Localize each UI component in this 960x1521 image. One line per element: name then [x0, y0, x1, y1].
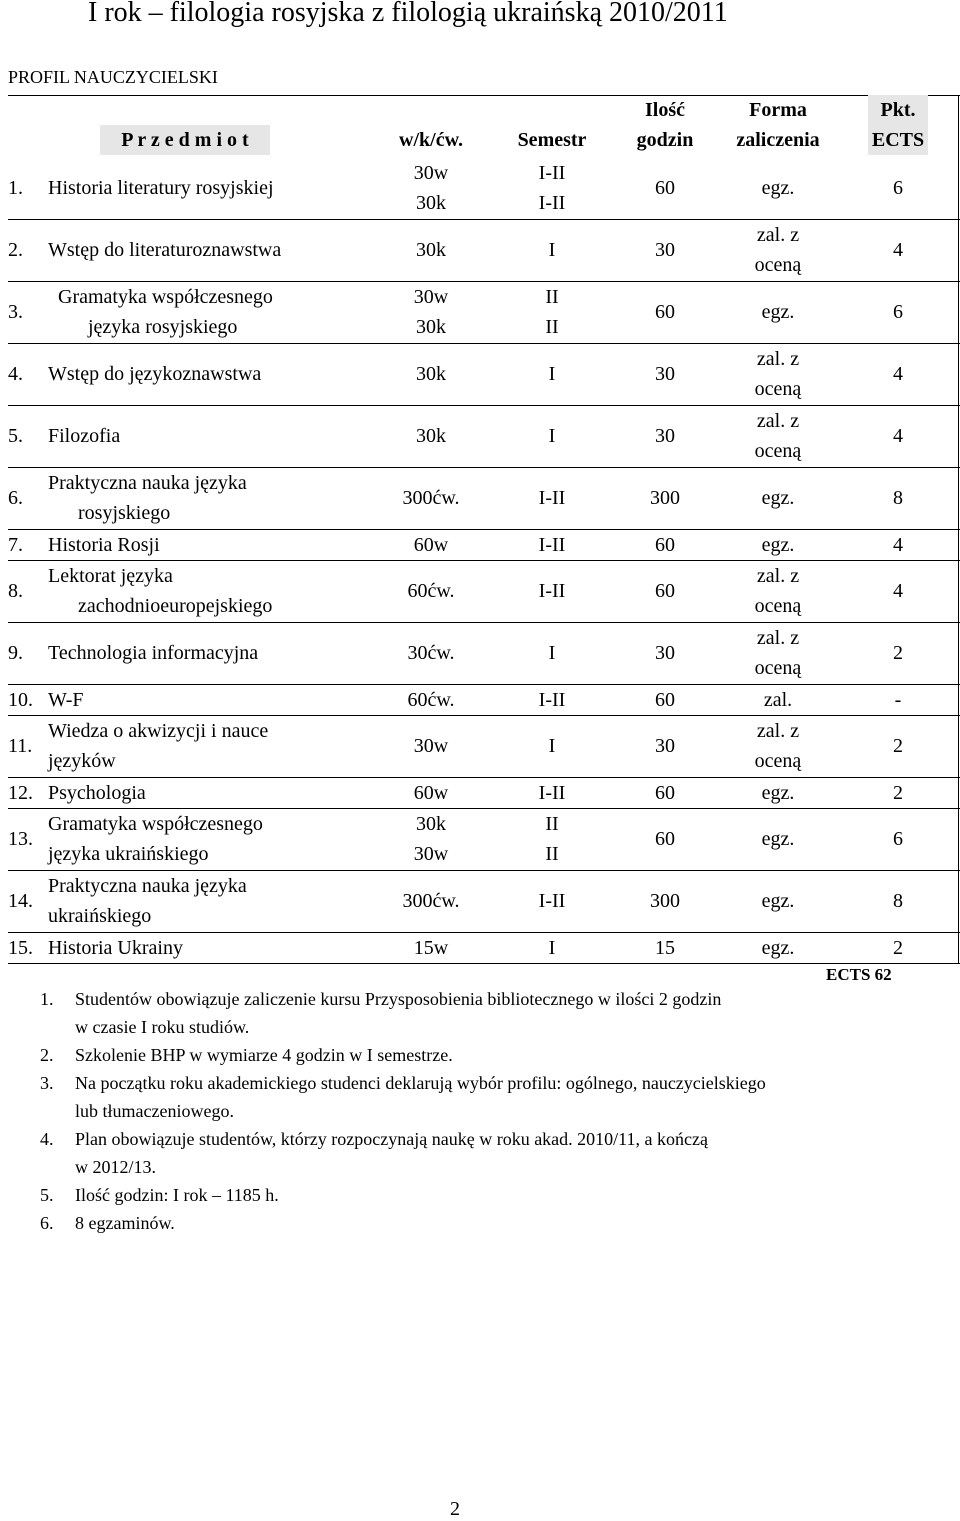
- hours-type: 30k: [416, 316, 446, 338]
- note-item: [40, 1125, 766, 1181]
- semester: II: [545, 813, 559, 835]
- ects-total: ECTS 62: [826, 965, 892, 984]
- assessment-form: zal.: [763, 688, 793, 711]
- semester: I: [548, 363, 556, 385]
- assessment-form: egz.: [761, 936, 795, 959]
- row-number: 11.: [8, 735, 33, 757]
- assessment-form: egz.: [761, 890, 795, 912]
- hours-type: 30w: [413, 735, 449, 757]
- header-semester: Semestr: [517, 129, 587, 151]
- assessment-form: zal. z: [756, 720, 800, 742]
- header-form-2: zaliczenia: [736, 129, 820, 151]
- hours-count: 30: [655, 239, 675, 261]
- ects-points: 4: [893, 239, 903, 261]
- note-text: Na początku roku akademickiego studenci deklarują wybór profilu: ogólnego, nauczycielskiego: [75, 1073, 766, 1093]
- assessment-form: egz.: [761, 533, 795, 556]
- subject-name: Psychologia: [48, 781, 146, 804]
- subject-name: rosyjskiego: [78, 502, 171, 524]
- subject-name: języka ukraińskiego: [48, 843, 209, 865]
- hours-type: 60ćw.: [407, 580, 455, 602]
- subject-name: Technologia informacyjna: [48, 642, 259, 664]
- row-number: 2.: [8, 239, 23, 261]
- subject-name: Wstęp do językoznawstwa: [48, 363, 262, 385]
- subject-name: Wstęp do literaturoznawstwa: [48, 239, 282, 261]
- note-number: 5.: [40, 1185, 54, 1205]
- assessment-form: zal. z: [756, 627, 800, 649]
- hours-count: 30: [655, 735, 675, 757]
- semester: I: [548, 735, 556, 757]
- row-number: 3.: [8, 301, 23, 323]
- ects-points: 8: [893, 487, 903, 509]
- hours-type: 30w: [413, 286, 449, 308]
- subject-name: Praktyczna nauka języka: [48, 472, 247, 494]
- subject-name: Historia Rosji: [48, 533, 160, 556]
- semester: I: [548, 425, 556, 447]
- subject-name: zachodnioeuropejskiego: [78, 595, 273, 617]
- hours-count: 60: [655, 688, 675, 711]
- ects-points: 6: [893, 177, 903, 199]
- subject-name: Filozofia: [48, 425, 121, 447]
- header-ects-1: Pkt.: [868, 95, 928, 125]
- hours-type: 30k: [416, 813, 446, 835]
- ects-points: 2: [893, 936, 903, 959]
- note-text: lub tłumaczeniowego.: [75, 1101, 234, 1121]
- assessment-form: oceną: [754, 595, 802, 617]
- hours-count: 60: [655, 533, 675, 556]
- subject-name: języka rosyjskiego: [88, 316, 238, 338]
- subject-name: Gramatyka współczesnego: [58, 286, 273, 308]
- subject-name: W-F: [48, 688, 84, 711]
- ects-points: 6: [893, 301, 903, 323]
- row-number: 7.: [8, 533, 23, 556]
- hours-type: 60w: [413, 533, 449, 556]
- row-number: 14.: [8, 890, 33, 912]
- header-ects-2: ECTS: [868, 125, 928, 155]
- note-text: Plan obowiązuje studentów, którzy rozpoczynają naukę w roku akad. 2010/11, a kończą: [75, 1129, 708, 1149]
- note-text: Studentów obowiązuje zaliczenie kursu Przysposobienia bibliotecznego w ilości 2 godzin: [75, 989, 722, 1009]
- semester: I-II: [538, 890, 566, 912]
- row-number: 8.: [8, 580, 23, 602]
- assessment-form: egz.: [761, 781, 795, 804]
- hours-type: 60ćw.: [407, 688, 455, 711]
- row-number: 6.: [8, 487, 23, 509]
- semester: II: [545, 286, 559, 308]
- row-divider: [8, 963, 960, 964]
- hours-count: 30: [655, 363, 675, 385]
- note-item: [40, 1069, 766, 1125]
- subject-name: Historia Ukrainy: [48, 936, 183, 959]
- row-number: 5.: [8, 425, 23, 447]
- semester: I-II: [538, 688, 566, 711]
- subject-name: Lektorat języka: [48, 565, 173, 587]
- note-item: [40, 1181, 766, 1209]
- semester: II: [545, 316, 559, 338]
- header-subject: P r z e d m i o t: [100, 125, 270, 155]
- profile-label: PROFIL NAUCZYCIELSKI: [8, 67, 218, 87]
- hours-type: 60w: [413, 781, 449, 804]
- assessment-form: oceną: [754, 750, 802, 772]
- row-number: 12.: [8, 781, 33, 804]
- assessment-form: oceną: [754, 254, 802, 276]
- hours-count: 60: [655, 580, 675, 602]
- assessment-form: zal. z: [756, 410, 800, 432]
- semester: I-II: [538, 580, 566, 602]
- hours-type: 300ćw.: [402, 487, 460, 509]
- ects-points: 2: [893, 781, 903, 804]
- hours-type: 30ćw.: [407, 642, 455, 664]
- ects-points: 2: [893, 642, 903, 664]
- row-number: 1.: [8, 177, 23, 199]
- row-number: 9.: [8, 642, 23, 664]
- page-title: I rok – filologia rosyjska z filologią ukraińską 2010/2011: [88, 0, 728, 28]
- ects-points: 8: [893, 890, 903, 912]
- semester: I-II: [538, 781, 566, 804]
- hours-count: 60: [655, 301, 675, 323]
- note-text: Szkolenie BHP w wymiarze 4 godzin w I semestrze.: [75, 1045, 453, 1065]
- note-text: Ilość godzin: I rok – 1185 h.: [75, 1185, 279, 1205]
- semester: I-II: [538, 192, 566, 214]
- notes-list: [40, 985, 766, 1237]
- note-item: [40, 985, 766, 1041]
- assessment-form: egz.: [761, 177, 795, 199]
- note-item: [40, 1209, 766, 1237]
- subject-name: ukraińskiego: [48, 905, 152, 927]
- hours-count: 300: [650, 890, 680, 912]
- assessment-form: egz.: [761, 828, 795, 850]
- ects-points: 6: [893, 828, 903, 850]
- hours-type: 30k: [416, 425, 446, 447]
- ects-points: 4: [893, 425, 903, 447]
- subject-name: Wiedza o akwizycji i nauce: [48, 720, 269, 742]
- row-number: 4.: [8, 363, 23, 385]
- semester: I-II: [538, 533, 566, 556]
- row-number: 15.: [8, 936, 33, 959]
- assessment-form: zal. z: [756, 224, 800, 246]
- subject-name: Gramatyka współczesnego: [48, 813, 263, 835]
- assessment-form: oceną: [754, 440, 802, 462]
- note-number: 2.: [40, 1045, 54, 1065]
- ects-points: 4: [893, 363, 903, 385]
- assessment-form: zal. z: [756, 565, 800, 587]
- row-number: 10.: [8, 688, 33, 711]
- semester: I: [548, 936, 556, 959]
- assessment-form: egz.: [761, 487, 795, 509]
- hours-count: 30: [655, 642, 675, 664]
- assessment-form: oceną: [754, 378, 802, 400]
- assessment-form: oceną: [754, 657, 802, 679]
- hours-type: 300ćw.: [402, 890, 460, 912]
- header-hours-2: godzin: [636, 129, 694, 151]
- hours-type: 15w: [413, 936, 449, 959]
- semester: I-II: [538, 487, 566, 509]
- assessment-form: zal. z: [756, 348, 800, 370]
- subject-name: języków: [48, 750, 116, 772]
- hours-type: 30w: [413, 162, 449, 184]
- ects-points: 4: [893, 533, 903, 556]
- semester: I-II: [538, 162, 566, 184]
- header-wkcw: w/k/ćw.: [399, 129, 463, 151]
- hours-type: 30w: [413, 843, 449, 865]
- ects-points: 4: [893, 580, 903, 602]
- header-form-1: Forma: [749, 99, 807, 121]
- ects-points: -: [894, 688, 902, 711]
- ects-points: 2: [893, 735, 903, 757]
- hours-type: 30k: [416, 363, 446, 385]
- note-text: 8 egzaminów.: [75, 1213, 175, 1233]
- note-item: [40, 1041, 766, 1069]
- hours-count: 60: [655, 177, 675, 199]
- page-number: 2: [450, 1498, 460, 1520]
- note-number: 1.: [40, 989, 54, 1009]
- hours-type: 30k: [416, 239, 446, 261]
- assessment-form: egz.: [761, 301, 795, 323]
- subject-name: Historia literatury rosyjskiej: [48, 177, 274, 199]
- row-number: 13.: [8, 828, 33, 850]
- hours-count: 60: [655, 781, 675, 804]
- hours-count: 60: [655, 828, 675, 850]
- semester: I: [548, 642, 556, 664]
- note-number: 3.: [40, 1073, 54, 1093]
- header-hours-1: Ilość: [645, 99, 685, 121]
- note-text: w czasie I roku studiów.: [75, 1017, 250, 1037]
- hours-type: 30k: [416, 192, 446, 214]
- hours-count: 300: [650, 487, 680, 509]
- note-number: 4.: [40, 1129, 54, 1149]
- hours-count: 30: [655, 425, 675, 447]
- note-number: 6.: [40, 1213, 54, 1233]
- hours-count: 15: [655, 936, 675, 959]
- note-text: w 2012/13.: [75, 1157, 156, 1177]
- semester: II: [545, 843, 559, 865]
- semester: I: [548, 239, 556, 261]
- subject-name: Praktyczna nauka języka: [48, 875, 247, 897]
